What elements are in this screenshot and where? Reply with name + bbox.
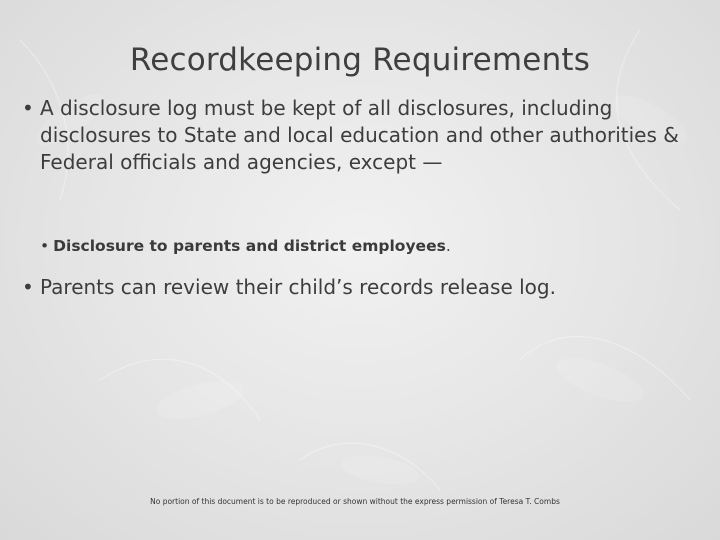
- bullet-text: Disclosure to parents and district employees: [53, 237, 446, 255]
- slide-title: Recordkeeping Requirements: [129, 42, 591, 78]
- bullet-disclosure-log: [22, 95, 702, 176]
- bullet-text: A disclosure log must be kept of all disclosures, including disclosures to State and local education and other authorities & Federal officials and agencies, except —: [40, 96, 679, 174]
- sub-bullet-exception: [40, 236, 700, 256]
- bullet-text: Parents can review their child’s records release log.: [40, 275, 556, 299]
- bullet-parents-review: [22, 274, 712, 301]
- copyright-footer: No portion of this document is to be reproduced or shown without the express permission of Teresa T. Combs: [150, 497, 560, 506]
- bullet-marker: •: [40, 237, 50, 255]
- bullet-marker: •: [22, 96, 34, 120]
- bullet-marker: •: [22, 275, 34, 299]
- bullet-trailing-punctuation: .: [445, 237, 451, 255]
